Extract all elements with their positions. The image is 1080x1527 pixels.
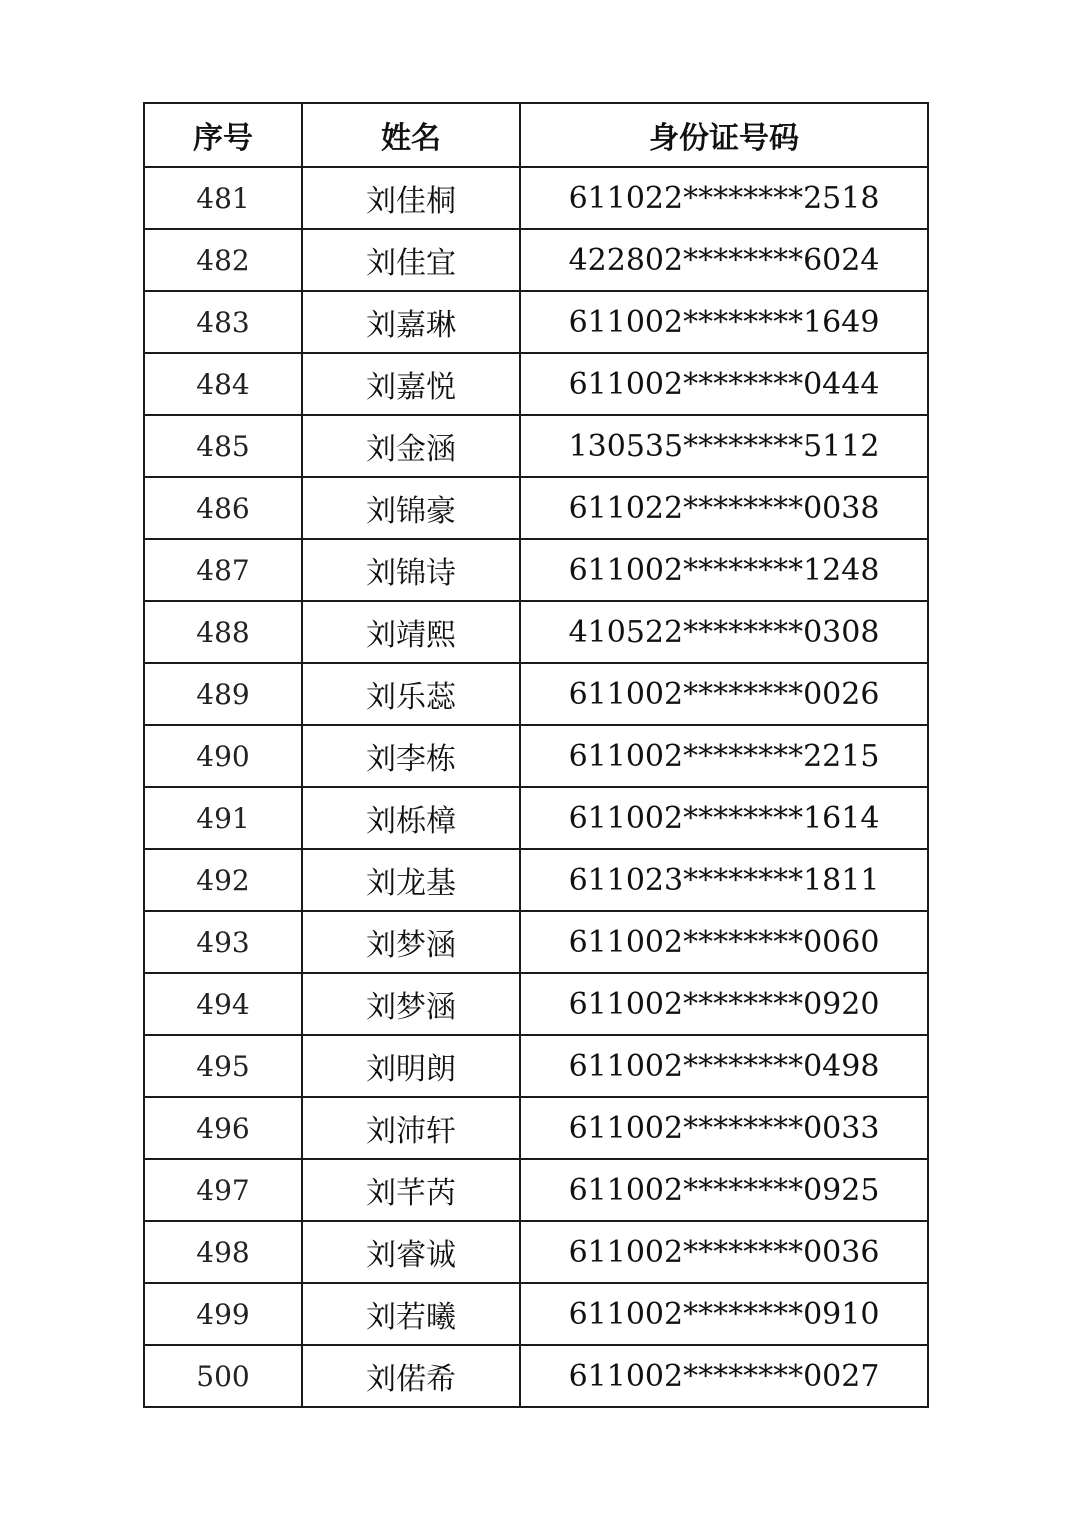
table-row [144,291,928,353]
table-row [144,1159,928,1221]
index-cell: 482 [144,229,302,291]
id-number-cell: 611002********1248 [520,539,928,601]
index-cell: 498 [144,1221,302,1283]
index-cell: 492 [144,849,302,911]
id-number-cell: 611002********0925 [520,1159,928,1221]
id-number-cell: 611022********0038 [520,477,928,539]
index-cell: 494 [144,973,302,1035]
id-number-cell: 611002********1649 [520,291,928,353]
id-number-cell: 611002********1614 [520,787,928,849]
index-cell: 490 [144,725,302,787]
table-header [144,103,928,167]
index-cell: 500 [144,1345,302,1407]
index-cell: 491 [144,787,302,849]
header-row [144,103,928,167]
name-cell: 刘芊芮 [302,1159,520,1221]
table-row [144,663,928,725]
name-cell: 刘睿诚 [302,1221,520,1283]
table-row [144,229,928,291]
table-row [144,787,928,849]
table-row [144,167,928,229]
name-cell: 刘若曦 [302,1283,520,1345]
index-cell: 488 [144,601,302,663]
id-number-cell: 611002********0027 [520,1345,928,1407]
name-cell: 刘龙基 [302,849,520,911]
name-cell: 刘李栋 [302,725,520,787]
table-row [144,849,928,911]
name-cell: 刘嘉琳 [302,291,520,353]
id-number-cell: 611022********2518 [520,167,928,229]
id-number-cell: 611023********1811 [520,849,928,911]
table-row [144,1035,928,1097]
table-row [144,725,928,787]
index-cell: 481 [144,167,302,229]
name-cell: 刘嘉悦 [302,353,520,415]
index-cell: 485 [144,415,302,477]
index-cell: 493 [144,911,302,973]
id-number-cell: 410522********0308 [520,601,928,663]
table-row [144,415,928,477]
header-name: 姓名 [302,103,520,167]
table-row [144,1345,928,1407]
table-row [144,601,928,663]
name-cell: 刘佳宜 [302,229,520,291]
name-cell: 刘锦诗 [302,539,520,601]
roster-table [143,102,929,1408]
id-number-cell: 611002********0498 [520,1035,928,1097]
index-cell: 496 [144,1097,302,1159]
header-index: 序号 [144,103,302,167]
document-page [143,102,927,1408]
table-row [144,353,928,415]
id-number-cell: 422802********6024 [520,229,928,291]
header-id-number: 身份证号码 [520,103,928,167]
index-cell: 487 [144,539,302,601]
id-number-cell: 130535********5112 [520,415,928,477]
name-cell: 刘沛轩 [302,1097,520,1159]
id-number-cell: 611002********2215 [520,725,928,787]
index-cell: 495 [144,1035,302,1097]
index-cell: 483 [144,291,302,353]
name-cell: 刘锦豪 [302,477,520,539]
table-body [144,167,928,1407]
table-row [144,539,928,601]
index-cell: 489 [144,663,302,725]
name-cell: 刘偌希 [302,1345,520,1407]
id-number-cell: 611002********0920 [520,973,928,1035]
table-row [144,973,928,1035]
index-cell: 486 [144,477,302,539]
id-number-cell: 611002********0033 [520,1097,928,1159]
index-cell: 499 [144,1283,302,1345]
name-cell: 刘明朗 [302,1035,520,1097]
name-cell: 刘佳桐 [302,167,520,229]
name-cell: 刘梦涵 [302,973,520,1035]
table-row [144,477,928,539]
id-number-cell: 611002********0060 [520,911,928,973]
table-row [144,1097,928,1159]
table-row [144,1283,928,1345]
name-cell: 刘栎樟 [302,787,520,849]
id-number-cell: 611002********0036 [520,1221,928,1283]
name-cell: 刘金涵 [302,415,520,477]
id-number-cell: 611002********0444 [520,353,928,415]
table-row [144,1221,928,1283]
id-number-cell: 611002********0026 [520,663,928,725]
name-cell: 刘乐蕊 [302,663,520,725]
name-cell: 刘靖熙 [302,601,520,663]
table-row [144,911,928,973]
id-number-cell: 611002********0910 [520,1283,928,1345]
index-cell: 497 [144,1159,302,1221]
index-cell: 484 [144,353,302,415]
name-cell: 刘梦涵 [302,911,520,973]
